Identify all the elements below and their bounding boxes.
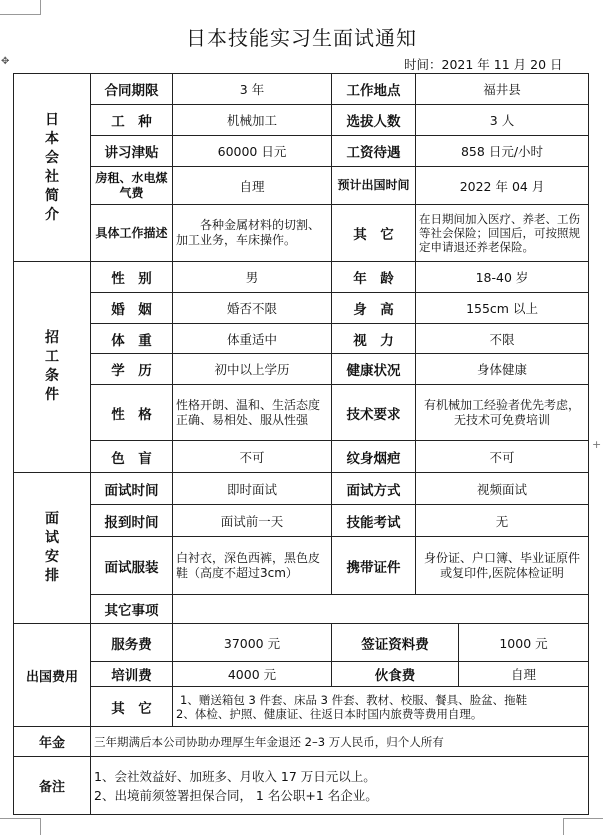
cell-value: 即时面试: [173, 473, 332, 505]
cell-label: 学 历: [91, 354, 173, 385]
cell-value: 60000 日元: [173, 136, 332, 167]
cell-label: 面试方式: [332, 473, 416, 505]
cell-value: 3 年: [173, 74, 332, 105]
cell-value: 体重适中: [173, 324, 332, 354]
cell-label: 伙食费: [332, 662, 459, 687]
cell-label: 性 别: [91, 262, 173, 293]
cell-value: 福井县: [416, 74, 589, 105]
section-fees: 出国费用: [14, 624, 91, 727]
plus-icon[interactable]: +: [592, 438, 602, 451]
cell-label: 视 力: [332, 324, 416, 354]
cell-value: 无: [416, 505, 589, 537]
notice-date: 时间：2021 年 11 月 20 日: [404, 57, 563, 72]
cell-value: 1000 元: [459, 624, 589, 662]
cell-value: 37000 元: [173, 624, 332, 662]
cell-value: [173, 595, 589, 624]
cell-value: 各种金属材料的切割、加工业务，车床操作。: [173, 205, 332, 262]
cell-label: 健康状况: [332, 354, 416, 385]
cell-value: 1、赠送箱包 3 件套、床品 3 件套、教材、校服、餐具、脸盆、拖鞋 2、体检、护照、健康证、往返日本时国内旅费等费用自理。: [173, 687, 589, 727]
cell-value: 3 人: [416, 105, 589, 136]
cell-label: 其 它: [91, 687, 173, 727]
cell-label: 色 盲: [91, 441, 173, 473]
cell-value: 自理: [173, 167, 332, 205]
cell-value: 155cm 以上: [416, 293, 589, 324]
cell-label: 性 格: [91, 385, 173, 441]
move-handle-icon[interactable]: ✥: [1, 56, 10, 67]
cell-value: 性格开朗、温和、生活态度正确、易相处、服从性强: [173, 385, 332, 441]
cell-value: 4000 元: [173, 662, 332, 687]
cell-label: 培训费: [91, 662, 173, 687]
cell-value: 机械加工: [173, 105, 332, 136]
cell-value: 不可: [416, 441, 589, 473]
cell-label: 选拔人数: [332, 105, 416, 136]
page-title: 日本技能实习生面试通知: [186, 26, 417, 50]
cell-label: 其 它: [332, 205, 416, 262]
pension-value: 三年期满后本公司协助办理厚生年金退还 2–3 万人民币，归个人所有: [91, 727, 589, 757]
cell-label: 工作地点: [332, 74, 416, 105]
pension-label: 年金: [14, 727, 91, 757]
cell-label: 携带证件: [332, 537, 416, 595]
cell-label: 面试服装: [91, 537, 173, 595]
cell-label: 签证资料费: [332, 624, 459, 662]
cell-value: 不可: [173, 441, 332, 473]
cell-label: 面试时间: [91, 473, 173, 505]
cell-value: 有机械加工经验者优先考虑，无技术可免费培训: [416, 385, 589, 441]
section-company: 日本会社简介: [14, 74, 91, 262]
cell-value: 身份证、户口簿、毕业证原件或复印件,医院体检证明: [416, 537, 589, 595]
cell-value: 自理: [459, 662, 589, 687]
notice-table: [13, 73, 589, 815]
cell-label: 身 高: [332, 293, 416, 324]
cell-label: 服务费: [91, 624, 173, 662]
section-recruit: 招工条件: [14, 262, 91, 473]
cell-value: 视频面试: [416, 473, 589, 505]
cell-label: 技能考试: [332, 505, 416, 537]
cell-value: 2022 年 04 月: [416, 167, 589, 205]
cell-label: 讲习津贴: [91, 136, 173, 167]
cell-label: 体 重: [91, 324, 173, 354]
notes-label: 备注: [14, 757, 91, 815]
cell-value: 身体健康: [416, 354, 589, 385]
cell-label: 婚 姻: [91, 293, 173, 324]
cell-value: 在日期间加入医疗、养老、工伤等社会保险；回国后，可按照规定申请退还养老保险。: [416, 205, 589, 262]
cell-value: 不限: [416, 324, 589, 354]
page-corner-mark: [563, 818, 603, 835]
cell-value: 婚否不限: [173, 293, 332, 324]
cell-value: 858 日元/小时: [416, 136, 589, 167]
cell-label: 年 龄: [332, 262, 416, 293]
notes-value: 1、会社效益好、加班多、月收入 17 万日元以上。 2、出境前须签署担保合同， 1 名公职+1 名企业。: [91, 757, 589, 815]
section-interview: 面试安排: [14, 473, 91, 624]
cell-label: 具体工作描述: [91, 205, 173, 262]
cell-label: 预计出国时间: [332, 167, 416, 205]
cell-label: 房租、水电煤气费: [91, 167, 173, 205]
cell-label: 工 种: [91, 105, 173, 136]
page-corner-mark: [0, 818, 41, 835]
cell-label: 纹身烟疤: [332, 441, 416, 473]
cell-value: 白衬衣，深色西裤，黑色皮鞋（高度不超过3cm）: [173, 537, 332, 595]
cell-label: 报到时间: [91, 505, 173, 537]
cell-label: 合同期限: [91, 74, 173, 105]
cell-value: 初中以上学历: [173, 354, 332, 385]
cell-label: 工资待遇: [332, 136, 416, 167]
page-corner-mark: [0, 0, 41, 15]
cell-value: 面试前一天: [173, 505, 332, 537]
cell-label: 技术要求: [332, 385, 416, 441]
cell-value: 18-40 岁: [416, 262, 589, 293]
cell-label: 其它事项: [91, 595, 173, 624]
cell-value: 男: [173, 262, 332, 293]
